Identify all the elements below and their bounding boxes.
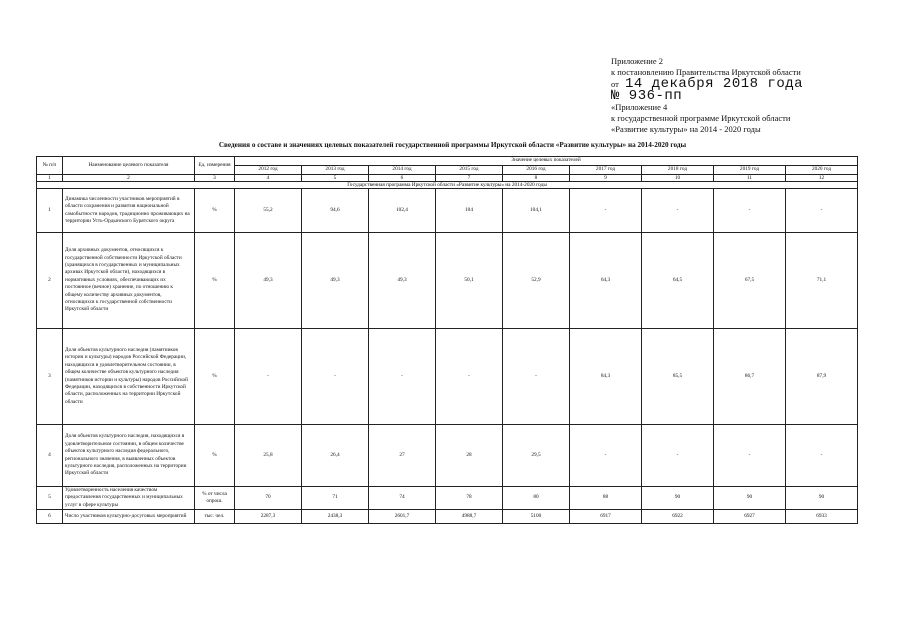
column-number: 4 bbox=[235, 175, 302, 182]
unit-cell: % bbox=[195, 189, 235, 233]
value-cell: 87,9 bbox=[786, 329, 858, 425]
value-cell: 2287,3 bbox=[235, 510, 302, 524]
unit-cell: % bbox=[195, 425, 235, 487]
value-cell: 102,4 bbox=[369, 189, 436, 233]
value-cell: 4988,7 bbox=[436, 510, 503, 524]
value-cell: 6933 bbox=[786, 510, 858, 524]
row-number: 2 bbox=[37, 233, 63, 329]
indicator-name: Динамика численности участников мероприятий в области сохранения и развития национальной самобытности народов, традиционно проживающих на территории Усть-Ордынского Бурятского округа bbox=[63, 189, 195, 233]
value-cell: 5100 bbox=[503, 510, 570, 524]
resolution-date: от 14 декабря 2018 года bbox=[611, 76, 804, 92]
indicator-name: Доля объектов культурного наследия, находящихся в удовлетворительном состоянии, в общем количестве объектов культурного наследия федерального, регионального значения, в выявленных объектов культурного наследия, расположенных на территории Иркутской области bbox=[63, 425, 195, 487]
value-cell: - bbox=[235, 329, 302, 425]
unit-cell: % от числа опрош. bbox=[195, 487, 235, 510]
value-cell: - bbox=[642, 425, 714, 487]
value-cell: 85,5 bbox=[642, 329, 714, 425]
value-cell: 49,3 bbox=[235, 233, 302, 329]
program-ref: к государственной программе Иркутской области bbox=[611, 113, 791, 123]
column-number: 2 bbox=[63, 175, 195, 182]
year-header: 2020 год bbox=[786, 166, 858, 175]
value-cell: 52,9 bbox=[503, 233, 570, 329]
value-cell: 71,1 bbox=[786, 233, 858, 329]
value-cell: 49,3 bbox=[302, 233, 369, 329]
value-cell: 64,3 bbox=[570, 233, 642, 329]
value-cell: 90 bbox=[642, 487, 714, 510]
column-numbers-row bbox=[37, 175, 858, 182]
year-header: 2016 год bbox=[503, 166, 570, 175]
section-title: Государственная программа Иркутской области «Развитие культуры» на 2014-2020 годы bbox=[37, 182, 858, 189]
value-cell: 80 bbox=[503, 487, 570, 510]
row-number: 5 bbox=[37, 487, 63, 510]
value-cell: - bbox=[570, 425, 642, 487]
table-row bbox=[37, 487, 858, 510]
value-cell: 2601,7 bbox=[369, 510, 436, 524]
value-cell: - bbox=[714, 425, 786, 487]
col-num-header: № п/п bbox=[37, 157, 63, 175]
document-title: Сведения о составе и значениях целевых показателей государственной программы Иркутской области «Развитие культуры» на 2014-2020 годы bbox=[218, 141, 687, 149]
document-header bbox=[611, 56, 896, 135]
value-cell: 84,3 bbox=[570, 329, 642, 425]
value-cell: - bbox=[786, 425, 858, 487]
column-number: 6 bbox=[369, 175, 436, 182]
resolution-ref: к постановлению Правительства Иркутской области bbox=[611, 67, 801, 77]
value-cell: 49,3 bbox=[369, 233, 436, 329]
value-cell: 78 bbox=[436, 487, 503, 510]
value-cell: 27 bbox=[369, 425, 436, 487]
indicator-name: Доля объектов культурного наследия (памятников истории и культуры) народов Российской Федерации, находящихся в удовлетворительном состоянии, в общем количестве объектов культурного наследия (памятников истории и культуры) народов Российской Федерации, находящихся в собственности Иркутской области, расположенных на территории Иркутской области bbox=[63, 329, 195, 425]
table-row bbox=[37, 189, 858, 233]
indicators-table bbox=[36, 156, 858, 524]
indicator-name: Удовлетворенность населения качеством предоставления государственных и муниципальных услуг в сфере культуры bbox=[63, 487, 195, 510]
col-unit-header: Ед. измерения bbox=[195, 157, 235, 175]
values-header: Значение целевых показателей bbox=[235, 157, 858, 166]
table-row bbox=[37, 233, 858, 329]
value-cell: 88 bbox=[570, 487, 642, 510]
value-cell: 29,5 bbox=[503, 425, 570, 487]
value-cell: - bbox=[786, 189, 858, 233]
year-header: 2015 год bbox=[436, 166, 503, 175]
resolution-number: № 936-пп bbox=[611, 88, 683, 104]
col-name-header: Наименование целевого показателя bbox=[63, 157, 195, 175]
row-number: 6 bbox=[37, 510, 63, 524]
value-cell: 6927 bbox=[714, 510, 786, 524]
value-cell: - bbox=[570, 189, 642, 233]
unit-cell: % bbox=[195, 233, 235, 329]
value-cell: 86,7 bbox=[714, 329, 786, 425]
value-cell: 6922 bbox=[642, 510, 714, 524]
value-cell: 74 bbox=[369, 487, 436, 510]
table-row bbox=[37, 510, 858, 524]
value-cell: - bbox=[369, 329, 436, 425]
indicator-name: Число участников культурно-досуговых мероприятий bbox=[63, 510, 195, 524]
unit-cell: тыс. чел. bbox=[195, 510, 235, 524]
year-header: 2014 год bbox=[369, 166, 436, 175]
year-header: 2013 год bbox=[302, 166, 369, 175]
column-number: 12 bbox=[786, 175, 858, 182]
column-number: 7 bbox=[436, 175, 503, 182]
year-header: 2019 год bbox=[714, 166, 786, 175]
value-cell: - bbox=[436, 329, 503, 425]
column-number: 9 bbox=[570, 175, 642, 182]
value-cell: 90 bbox=[714, 487, 786, 510]
value-cell: 2438,3 bbox=[302, 510, 369, 524]
indicator-name: Доля архивных документов, относящихся к государственной собственности Иркутской области (хранящихся в государственных и муниципальных архивах Иркутской области), находящихся в нормативных условиях, обеспечивающих их постоянное (вечное) хранение, по отношению к общему количеству архивных документов, относящихся к государственной собственности Иркутской области bbox=[63, 233, 195, 329]
column-number: 11 bbox=[714, 175, 786, 182]
value-cell: 25,8 bbox=[235, 425, 302, 487]
value-cell: - bbox=[302, 329, 369, 425]
value-cell: - bbox=[503, 329, 570, 425]
year-header: 2012 год bbox=[235, 166, 302, 175]
year-header: 2018 год bbox=[642, 166, 714, 175]
row-number: 1 bbox=[37, 189, 63, 233]
row-number: 3 bbox=[37, 329, 63, 425]
program-name: «Развитие культуры» на 2014 - 2020 годы bbox=[611, 124, 761, 134]
value-cell: 50,1 bbox=[436, 233, 503, 329]
table-row bbox=[37, 425, 858, 487]
value-cell: 71 bbox=[302, 487, 369, 510]
value-cell: 104,1 bbox=[503, 189, 570, 233]
value-cell: 94,6 bbox=[302, 189, 369, 233]
column-number: 5 bbox=[302, 175, 369, 182]
column-number: 10 bbox=[642, 175, 714, 182]
value-cell: 6917 bbox=[570, 510, 642, 524]
appendix4-label: «Приложение 4 bbox=[611, 102, 668, 112]
column-number: 8 bbox=[503, 175, 570, 182]
value-cell: 64,5 bbox=[642, 233, 714, 329]
value-cell: 90 bbox=[786, 487, 858, 510]
value-cell: 28 bbox=[436, 425, 503, 487]
column-number: 3 bbox=[195, 175, 235, 182]
appendix-label: Приложение 2 bbox=[611, 56, 663, 66]
value-cell: - bbox=[642, 189, 714, 233]
column-number: 1 bbox=[37, 175, 63, 182]
row-number: 4 bbox=[37, 425, 63, 487]
value-cell: 55,2 bbox=[235, 189, 302, 233]
value-cell: 67,5 bbox=[714, 233, 786, 329]
value-cell: - bbox=[714, 189, 786, 233]
unit-cell: % bbox=[195, 329, 235, 425]
table-row bbox=[37, 329, 858, 425]
year-header: 2017 год bbox=[570, 166, 642, 175]
value-cell: 70 bbox=[235, 487, 302, 510]
value-cell: 26,4 bbox=[302, 425, 369, 487]
value-cell: 104 bbox=[436, 189, 503, 233]
